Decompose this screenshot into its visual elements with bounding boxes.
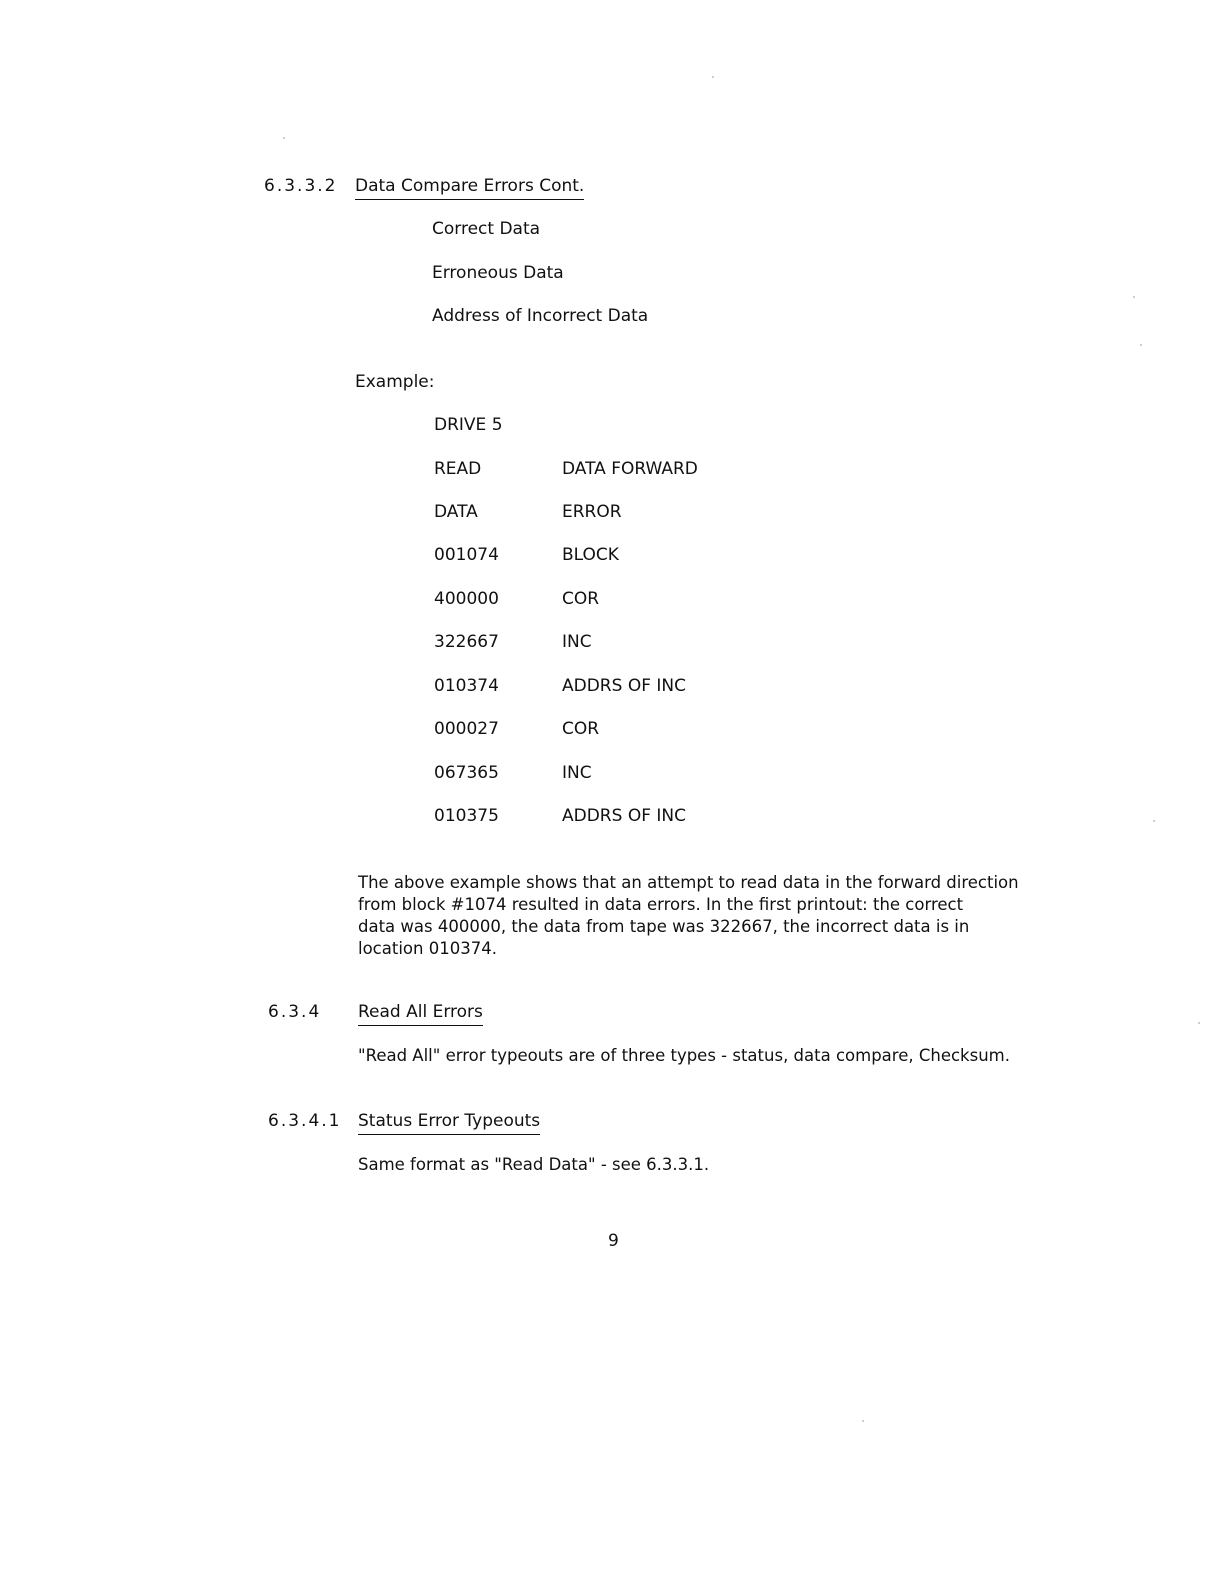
paragraph-line: data was 400000, the data from tape was 322667, the incorrect data is in <box>358 917 970 936</box>
scan-speck <box>1133 296 1135 298</box>
example-row-right: COR <box>562 589 600 609</box>
example-row-left: 010374 <box>434 676 499 696</box>
example-row-left: 400000 <box>434 589 499 609</box>
example-drive: DRIVE 5 <box>434 415 503 435</box>
example-row-right: INC <box>562 763 592 783</box>
section-title-634: Read All Errors <box>358 1002 483 1026</box>
example-label: Example: <box>355 372 435 392</box>
example-row-left: 067365 <box>434 763 499 783</box>
example-row-left: 010375 <box>434 806 499 826</box>
example-row-right: ERROR <box>562 502 622 522</box>
example-row-left: DATA <box>434 502 478 522</box>
scan-speck <box>1198 1022 1200 1024</box>
example-row-right: DATA FORWARD <box>562 459 698 479</box>
paragraph-line: from block #1074 resulted in data errors. In the first printout: the correct <box>358 895 964 914</box>
section-title-6332: Data Compare Errors Cont. <box>355 176 584 200</box>
example-row-left: 322667 <box>434 632 499 652</box>
example-row-right: INC <box>562 632 592 652</box>
scan-speck <box>283 137 285 139</box>
section-title-6341: Status Error Typeouts <box>358 1111 540 1135</box>
example-row-left: 001074 <box>434 545 499 565</box>
scan-speck <box>1140 344 1142 346</box>
section-text-6341: Same format as "Read Data" - see 6.3.3.1. <box>358 1155 710 1174</box>
item-address-incorrect-data: Address of Incorrect Data <box>432 306 649 326</box>
scan-speck <box>1153 820 1155 822</box>
item-erroneous-data: Erroneous Data <box>432 263 564 283</box>
paragraph-line: The above example shows that an attempt to read data in the forward direction <box>358 873 1019 892</box>
section-number-6332: 6.3.3.2 <box>264 176 338 196</box>
scan-speck <box>862 1420 864 1422</box>
example-row-right: ADDRS OF INC <box>562 806 686 826</box>
item-correct-data: Correct Data <box>432 219 541 239</box>
example-explanation <box>358 872 1038 960</box>
example-row-right: ADDRS OF INC <box>562 676 686 696</box>
scan-speck <box>712 76 714 78</box>
example-row-right: COR <box>562 719 600 739</box>
section-number-6341: 6.3.4.1 <box>268 1111 342 1131</box>
paragraph-line: location 010374. <box>358 939 497 958</box>
example-row-right: BLOCK <box>562 545 619 565</box>
section-text-634: "Read All" error typeouts are of three types - status, data compare, Checksum. <box>358 1046 1010 1065</box>
section-number-634: 6.3.4 <box>268 1002 322 1022</box>
example-row-left: READ <box>434 459 482 479</box>
example-row-left: 000027 <box>434 719 499 739</box>
page-number: 9 <box>608 1231 619 1251</box>
